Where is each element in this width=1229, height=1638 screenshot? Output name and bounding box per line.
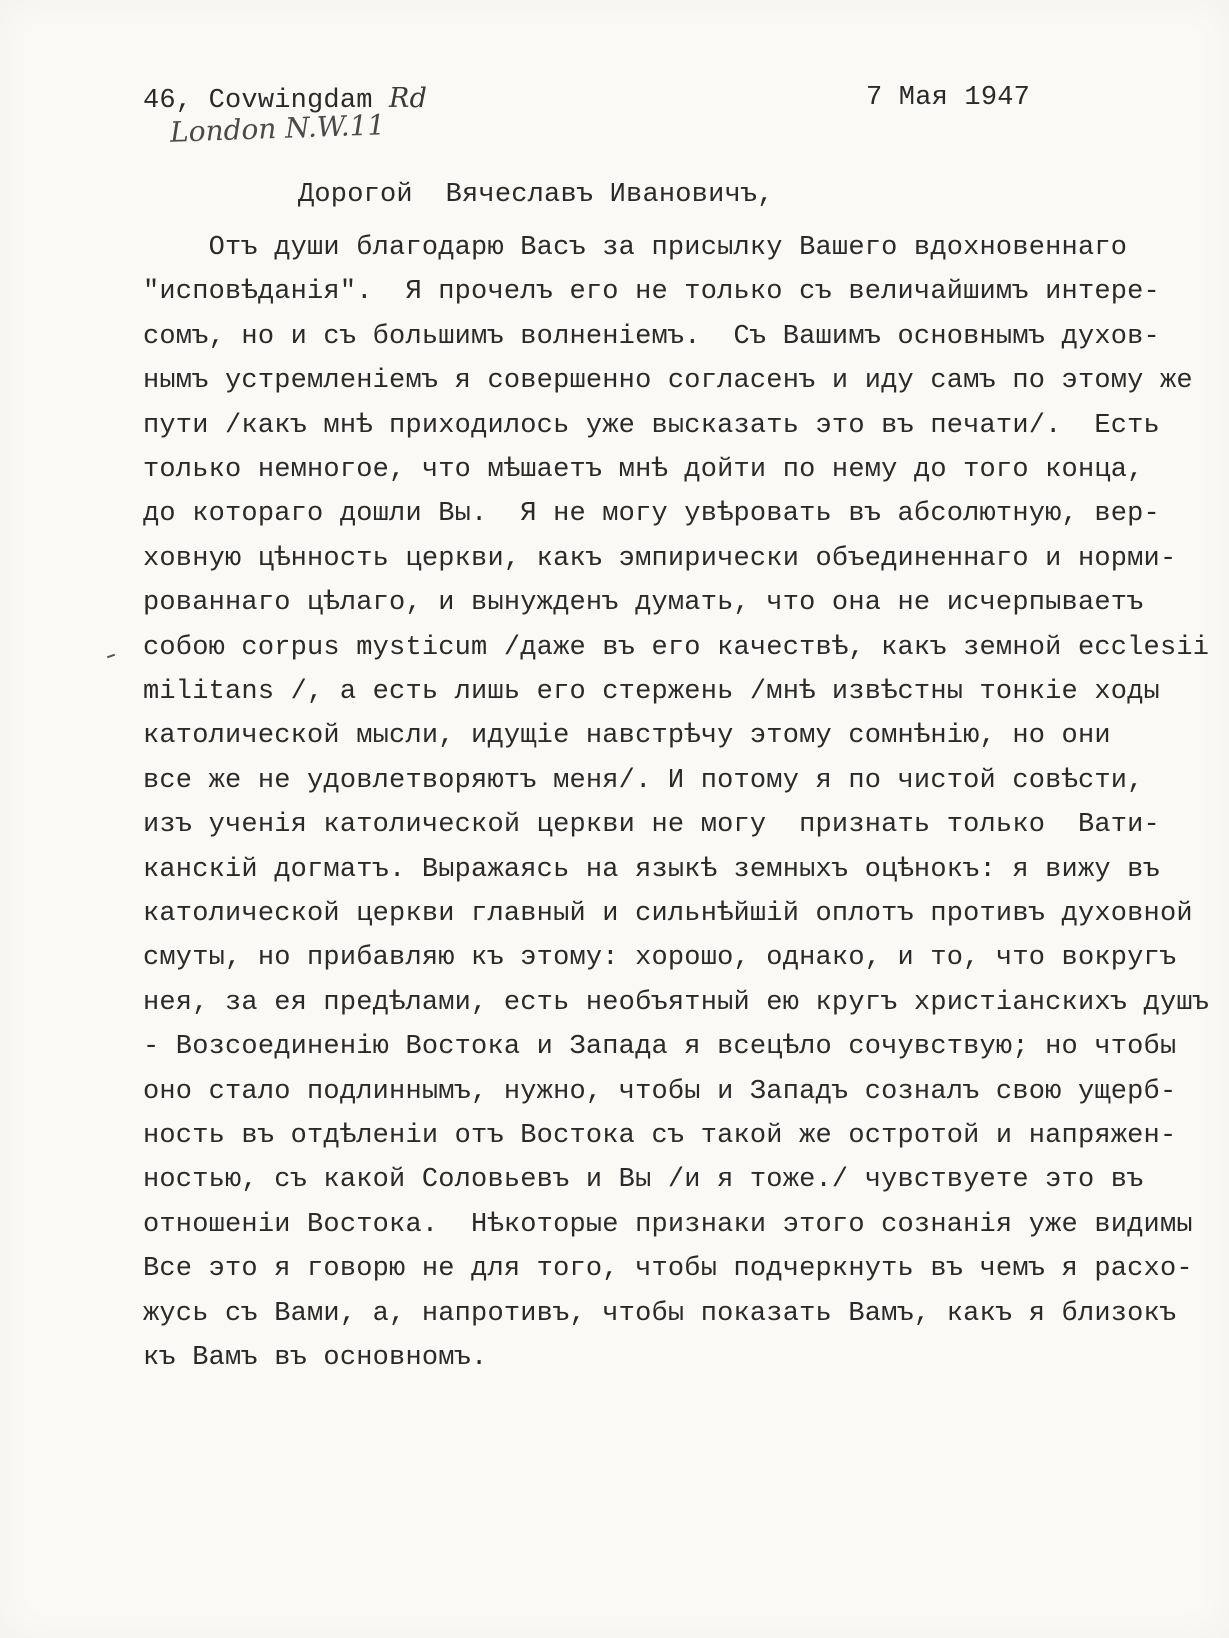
body-line: до котораго дошли Вы. Я не могу увѣровать въ абсолютную, вер- (143, 499, 1160, 530)
body-line: католической мысли, идущіе навстрѣчу этому сомнѣнію, но они (143, 721, 1111, 752)
body-line: - Возсоединенію Востока и Запада я всецѣло сочувствую; но чтобы (143, 1032, 1177, 1063)
body-line: сомъ, но и съ большимъ волненіемъ. Съ Вашимъ основнымъ духов- (143, 321, 1160, 352)
body-line: ность въ отдѣленіи отъ Востока съ такой же остротой и напряжен- (143, 1121, 1177, 1151)
body-line: жусь съ Вами, а, напротивъ, чтобы показать Вамъ, какъ я близокъ (143, 1298, 1177, 1329)
body-line: все же не удовлетворяютъ меня/. И потому я по чистой совѣсти, (143, 765, 1144, 796)
body-line: Отъ души благодарю Васъ за присылку Вашего вдохновеннаго (143, 233, 1128, 263)
salutation: Дорогой Вячеславъ Ивановичъ, (298, 180, 774, 210)
body-line: отношеніи Востока. Нѣкоторые признаки этого сознанія уже видимы (143, 1209, 1193, 1240)
address-typed: 46, Covwingdam (143, 86, 373, 116)
body-line: къ Вамъ въ основномъ. (143, 1343, 488, 1373)
body-line: militans /, а есть лишь его стержень /мнѣ извѣстны тонкіе ходы (143, 677, 1160, 707)
margin-mark (107, 654, 115, 659)
body-line: только немногое, что мѣшаетъ мнѣ дойти по нему до того конца, (143, 455, 1144, 485)
body-line: ховную цѣнность церкви, какъ эмпирически объединеннаго и норми- (143, 543, 1177, 574)
body-line: канскій догматъ. Выражаясь на языкѣ земныхъ оцѣнокъ: я вижу въ (143, 854, 1160, 885)
body-line: нымъ устремленіемъ я совершенно согласенъ и иду самъ по этому же (143, 366, 1193, 397)
body-line: нея, за ея предѣлами, есть необъятный ею кругъ христіанскихъ душъ (143, 987, 1210, 1018)
address-handwritten-suffix: Rd (389, 83, 428, 114)
body-line: Все это я говорю не для того, чтобы подчеркнуть въ чемъ я расхо- (143, 1254, 1193, 1285)
handwritten-address-line: London N.W.11 (169, 108, 386, 149)
body-line: собою corpus mysticum /даже въ его качествѣ, какъ земной ecclesiі (143, 632, 1210, 663)
body-line: католической церкви главный и сильнѣйшій оплотъ противъ духовной (143, 899, 1193, 929)
body-line: ностью, съ какой Соловьевъ и Вы /и я тоже./ чувствуете это въ (143, 1165, 1144, 1196)
body-line: смуты, но прибавляю къ этому: хорошо, однако, и то, что вокругъ (143, 943, 1177, 974)
body-line: рованнаго цѣлаго, и вынужденъ думать, что она не исчерпываетъ (143, 588, 1144, 619)
letter-date: 7 Мая 1947 (866, 83, 1031, 113)
body-line: "исповѣданія". Я прочелъ его не только съ величайшимъ интере- (143, 277, 1160, 308)
body-line: изъ ученія католической церкви не могу признать только Вати- (143, 810, 1160, 841)
body-line: оно стало подлиннымъ, нужно, чтобы и Западъ созналъ свою ущерб- (143, 1076, 1177, 1107)
body-line: пути /какъ мнѣ приходилось уже высказать это въ печати/. Есть (143, 410, 1160, 441)
